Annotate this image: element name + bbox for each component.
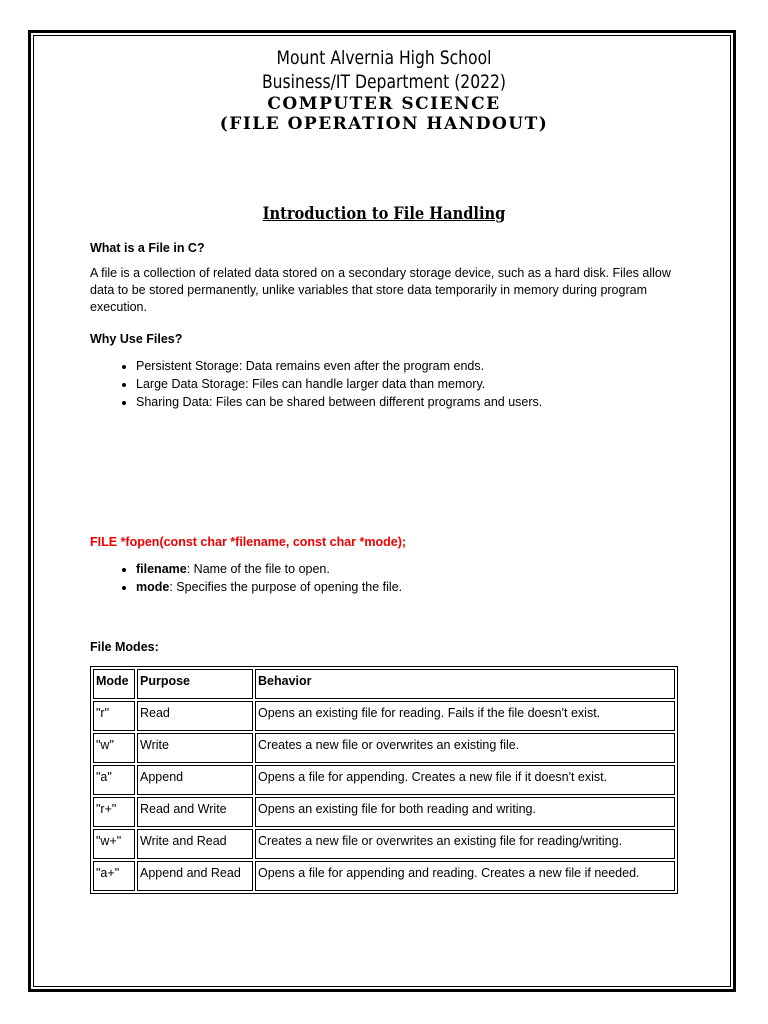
table-cell: Write — [137, 733, 253, 763]
list-item — [136, 560, 680, 578]
table-cell: Opens an existing file for both reading and writing. — [255, 797, 675, 827]
param-desc: : Specifies the purpose of opening the file. — [169, 580, 403, 594]
param-name: mode — [136, 580, 170, 594]
table-cell: "w+" — [93, 829, 135, 859]
column-header: Behavior — [255, 669, 675, 699]
table-row — [93, 765, 675, 795]
subject-title: COMPUTER SCIENCE — [267, 94, 501, 114]
param-name: filename — [136, 562, 187, 576]
list-item: • Sharing Data: Files can be shared between different programs and users. — [136, 393, 680, 411]
intro-title: Introduction to File Handling — [262, 204, 506, 224]
department-name: Business/IT Department (2022) — [261, 71, 507, 93]
table-cell: Append and Read — [137, 861, 253, 891]
column-header: Purpose — [137, 669, 253, 699]
table-row — [93, 829, 675, 859]
table-cell: "w" — [93, 733, 135, 763]
table-cell: "r+" — [93, 797, 135, 827]
school-name: Mount Alvernia High School — [276, 47, 492, 69]
table-row — [93, 861, 675, 891]
modes-heading: File Modes: — [90, 640, 159, 654]
table-cell: "a+" — [93, 861, 135, 891]
list-item: • Persistent Storage: Data remains even after the program ends. — [136, 357, 680, 375]
list-item — [136, 578, 680, 596]
table-cell: Creates a new file or overwrites an existing file for reading/writing. — [255, 829, 675, 859]
fopen-section — [90, 534, 680, 596]
list-item: • Large Data Storage: Files can handle larger data than memory. — [136, 375, 680, 393]
param-desc: : Name of the file to open. — [186, 562, 330, 576]
why-list — [90, 357, 680, 411]
what-is-body: A file is a collection of related data stored on a secondary storage device, such as a hard disk. Files allow data to be stored permanently, unlike variables that store data temporarily in memory during program execution. — [90, 266, 671, 314]
column-header: Mode — [93, 669, 135, 699]
fopen-prototype: FILE *fopen(const char *filename, const char *mode); — [90, 535, 407, 549]
table-cell: Write and Read — [137, 829, 253, 859]
table-cell: Opens an existing file for reading. Fails if the file doesn't exist. — [255, 701, 675, 731]
table-cell: Read — [137, 701, 253, 731]
handout-title: (FILE OPERATION HANDOUT) — [219, 114, 549, 134]
fopen-params — [90, 560, 680, 596]
table-cell: Opens a file for appending and reading. Creates a new file if needed. — [255, 861, 675, 891]
table-row — [93, 701, 675, 731]
table-row — [93, 733, 675, 763]
table-cell: Creates a new file or overwrites an existing file. — [255, 733, 675, 763]
file-modes-table — [90, 666, 678, 894]
table-header-row — [93, 669, 675, 699]
table-cell: Append — [137, 765, 253, 795]
what-is-section — [90, 240, 680, 316]
table-cell: Opens a file for appending. Creates a new file if it doesn't exist. — [255, 765, 675, 795]
table-row — [93, 797, 675, 827]
table-cell: "a" — [93, 765, 135, 795]
why-heading: Why Use Files? — [90, 332, 183, 346]
document-header — [0, 46, 768, 134]
table-cell: Read and Write — [137, 797, 253, 827]
why-section — [90, 331, 680, 411]
table-cell: "r" — [93, 701, 135, 731]
what-is-heading: What is a File in C? — [90, 241, 205, 255]
